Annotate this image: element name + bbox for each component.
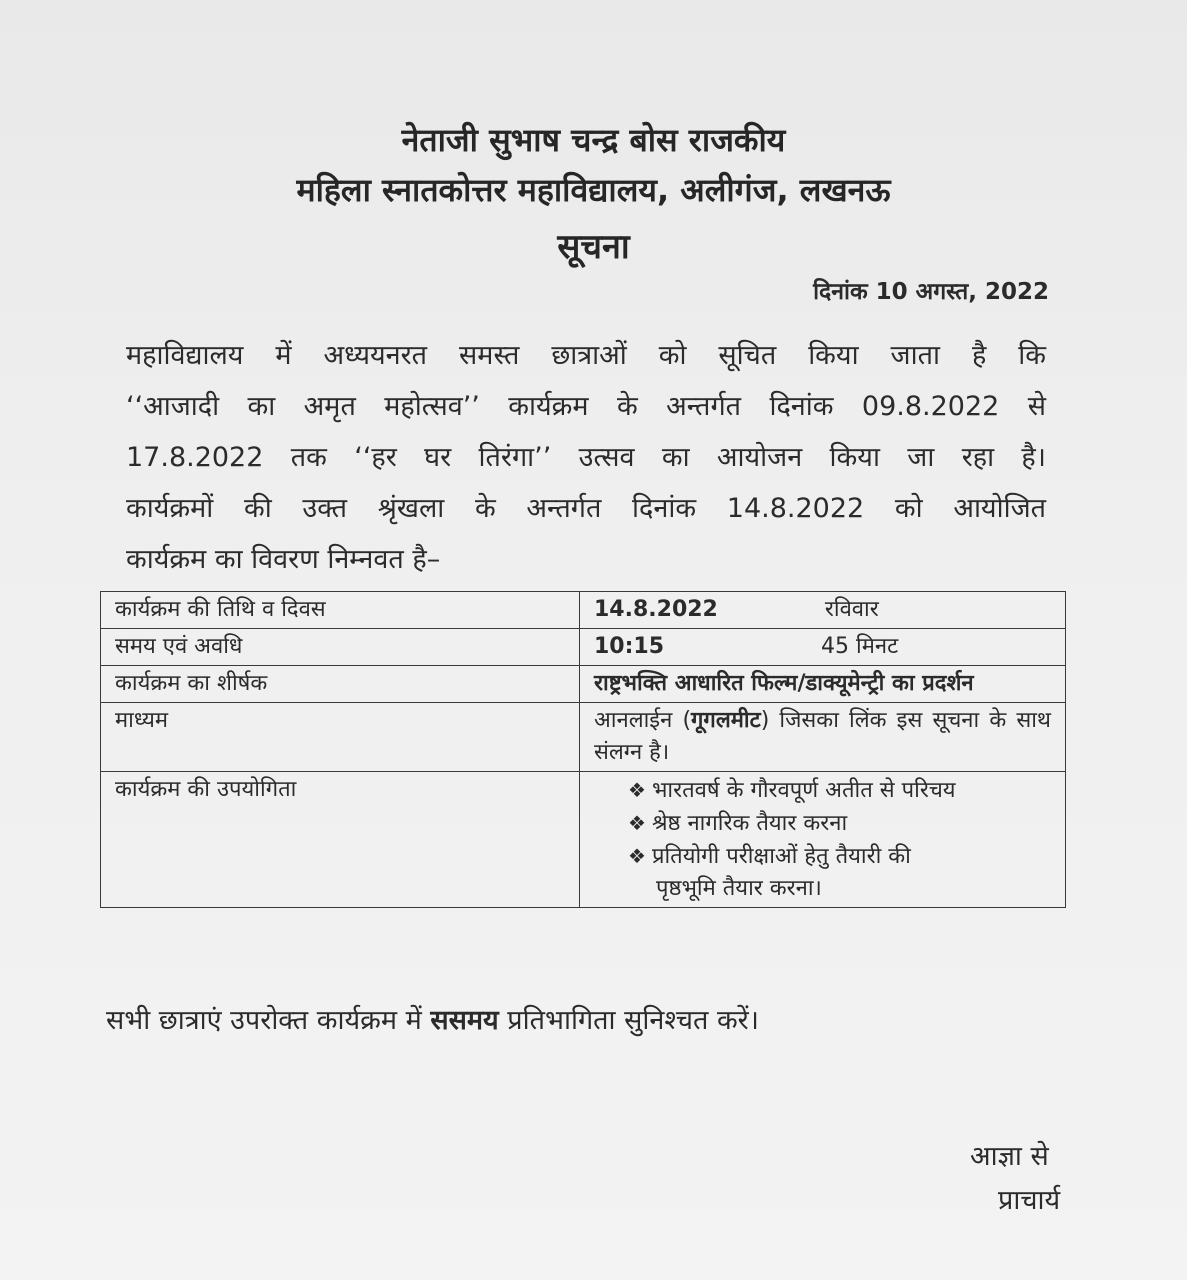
table-row <box>101 772 1066 908</box>
program-title: राष्ट्रभक्ति आधारित फिल्म/डाक्यूमेन्ट्री का प्रदर्शन <box>580 666 1066 703</box>
medium-platform: गूगलमीट <box>691 708 761 733</box>
closing-instruction: सभी छात्राएं उपरोक्त कार्यक्रम में ससमय प्रतिभागिता सुनिश्चत करें। <box>106 1005 759 1036</box>
notice-body <box>126 330 1046 585</box>
bullet-icon: ❖ <box>628 844 646 868</box>
row-value <box>580 703 1066 772</box>
table-row <box>101 703 1066 772</box>
emphasis-word: ससमय <box>430 1005 499 1036</box>
table-row <box>101 629 1066 666</box>
list-item-continuation: पृष्ठभूमि तैयार करना। <box>656 876 822 901</box>
medium-pre: आनलाईन ( <box>594 708 692 733</box>
program-details-table <box>100 591 1066 908</box>
body-line: 17.8.2022 तक ‘‘हर घर तिरंगा’’ उत्सव का आयोजन किया जा रहा है। <box>126 442 1046 473</box>
row-label: कार्यक्रम का शीर्षक <box>101 666 580 703</box>
program-duration: 45 मिनट <box>821 634 899 659</box>
row-value <box>580 772 1066 908</box>
list-item: ❖ भारतवर्ष के गौरवपूर्ण अतीत से परिचय <box>628 778 956 803</box>
body-line: ‘‘आजादी का अमृत महोत्सव’’ कार्यक्रम के अन्तर्गत दिनांक 09.8.2022 से <box>126 391 1046 422</box>
notice-title: सूचना <box>557 227 630 267</box>
body-line: महाविद्यालय में अध्ययनरत समस्त छात्राओं को सूचित किया जाता है कि <box>126 340 1046 371</box>
row-label: माध्यम <box>101 703 580 772</box>
row-value <box>580 629 1066 666</box>
signature-line2: प्राचार्य <box>998 1185 1061 1216</box>
list-item: ❖ श्रेष्ठ नागरिक तैयार करना <box>628 811 848 836</box>
row-label: समय एवं अवधि <box>101 629 580 666</box>
program-date: 14.8.2022 <box>594 597 718 622</box>
body-line: कार्यक्रम का विवरण निम्नवत है– <box>126 544 441 575</box>
row-label: कार्यक्रम की तिथि व दिवस <box>101 592 580 629</box>
list-item: ❖ प्रतियोगी परीक्षाओं हेतु तैयारी की <box>628 844 911 869</box>
bullet-icon: ❖ <box>628 778 646 802</box>
institution-name-line1: नेताजी सुभाष चन्द्र बोस राजकीय <box>401 121 786 159</box>
institution-name-line2: महिला स्नातकोत्तर महाविद्यालय, अलीगंज, लखनऊ <box>296 171 891 209</box>
signature-line1: आज्ञा से <box>970 1141 1049 1172</box>
row-label: कार्यक्रम की उपयोगिता <box>101 772 580 908</box>
notice-date: दिनांक 10 अगस्त, 2022 <box>813 279 1049 305</box>
program-day: रविवार <box>824 597 879 622</box>
row-value <box>580 592 1066 629</box>
body-line: कार्यक्रमों की उक्त श्रृंखला के अन्तर्गत दिनांक 14.8.2022 को आयोजित <box>126 493 1046 524</box>
medium-post: ) जिसका लिंक इस सूचना के साथ संलग्न है। <box>594 708 1051 765</box>
program-time: 10:15 <box>594 634 665 659</box>
table-row <box>101 666 1066 703</box>
table-row <box>101 592 1066 629</box>
bullet-icon: ❖ <box>628 811 646 835</box>
